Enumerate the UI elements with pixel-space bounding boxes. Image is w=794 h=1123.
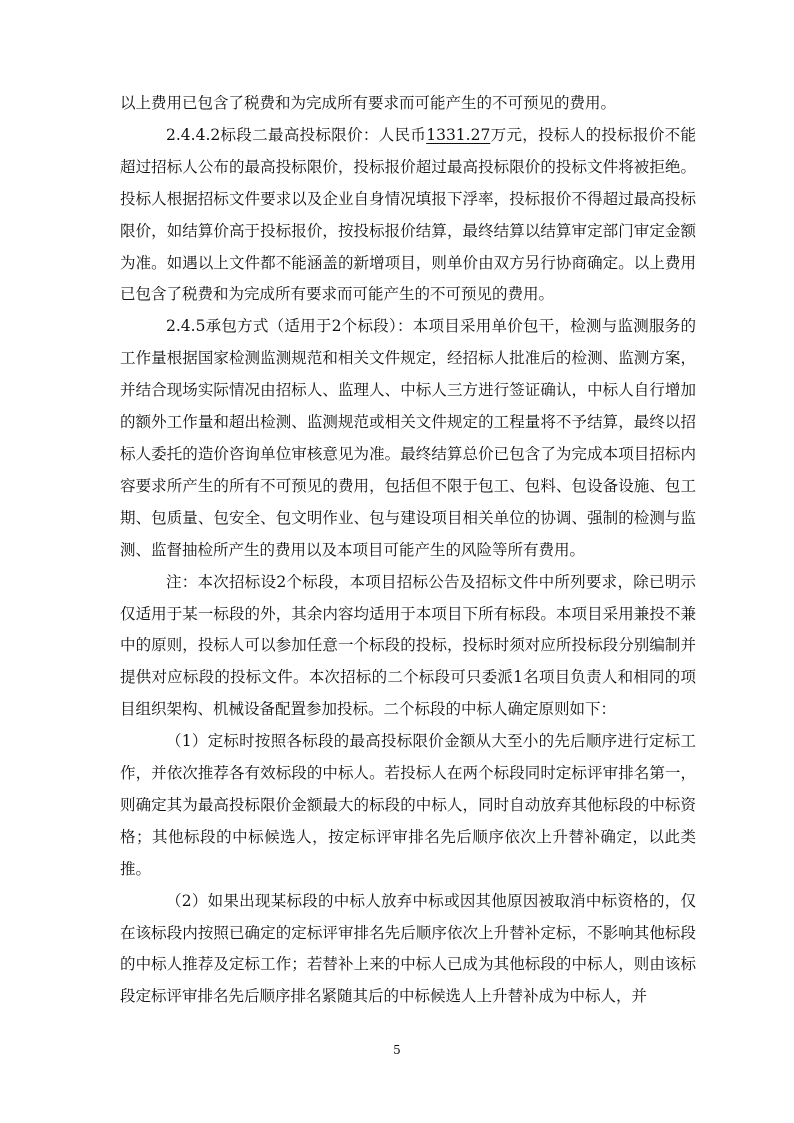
paragraph-fee-note: 以上费用已包含了税费和为完成所有要求而可能产生的不可预见的费用。 <box>120 94 617 112</box>
paragraph-rule-2: （2）如果出现某标段的中标人放弃中标或因其他原因被取消中标资格的，仅在该标段内按照已确定的定标评审排名先后顺序依次上升替补定标，不影响其他标段的中标人推荐及定标工作；若替补上来的中标人已成为其他标段的中标人，则由该标段定标评审排名先后顺序排名紧随其后的中标候选人上升替补成为中标人，并 <box>120 891 696 1006</box>
section-2-4-4-2-body: 万元，投标人的投标报价不能超过招标人公布的最高投标限价，投标报价超过最高投标限价的投标文件将被拒绝。投标人根据招标文件要求以及企业自身情况填报下浮率，投标报价不得超过最高投标限价，如结算价高于投标报价，按投标报价结算，最终结算以结算审定部门审定金额为准。如遇以上文件都不能涵盖的新增项目，则单价由双方另行协商确定。以上费用已包含了税费和为完成所有要求而可能产生的不可预见的费用。 <box>120 125 696 304</box>
document-body <box>120 88 696 1013</box>
paragraph-section-2-4-4-2 <box>120 120 696 311</box>
max-bid-amount: 1331.27 <box>426 125 491 144</box>
section-2-4-4-2-lead: 2.4.4.2标段二最高投标限价：人民币 <box>166 125 427 144</box>
page-number: 5 <box>393 1043 401 1057</box>
paragraph-note: 注：本次招标设2个标段，本项目招标公告及招标文件中所列要求，除已明示仅适用于某一标段的外，其余内容均适用于本项目下所有标段。本项目采用兼投不兼中的原则，投标人可以参加任意一个标段的投标，投标时须对应所投标段分别编制并提供对应标段的投标文件。本次招标的二个标段可只委派1名项目负责人和相同的项目组织架构、机械设备配置参加投标。二个标段的中标人确定原则如下： <box>120 572 696 719</box>
paragraph-rule-1: （1）定标时按照各标段的最高投标限价金额从大至小的先后顺序进行定标工作，并依次推荐各有效标段的中标人。若投标人在两个标段同时定标评审排名第一，则确定其为最高投标限价金额最大的标段的中标人，同时自动放弃其他标段的中标资格；其他标段的中标候选人，按定标评审排名先后顺序依次上升替补确定，以此类推。 <box>120 732 696 878</box>
paragraph-section-2-4-5: 2.4.5承包方式（适用于2个标段）：本项目采用单价包干，检测与监测服务的工作量根据国家检测监测规范和相关文件规定，经招标人批准后的检测、监测方案，并结合现场实际情况由招标人、监理人、中标人三方进行签证确认，中标人自行增加的额外工作量和超出检测、监测规范或相关文件规定的工程量将不予结算，最终以招标人委托的造价咨询单位审核意见为准。最终结算总价已包含了为完成本项目招标内容要求所产生的所有不可预见的费用，包括但不限于包工、包料、包设备设施、包工期、包质量、包安全、包文明作业、包与建设项目相关单位的协调、强制的检测与监测、监督抽检所产生的费用以及本项目可能产生的风险等所有费用。 <box>120 317 696 559</box>
